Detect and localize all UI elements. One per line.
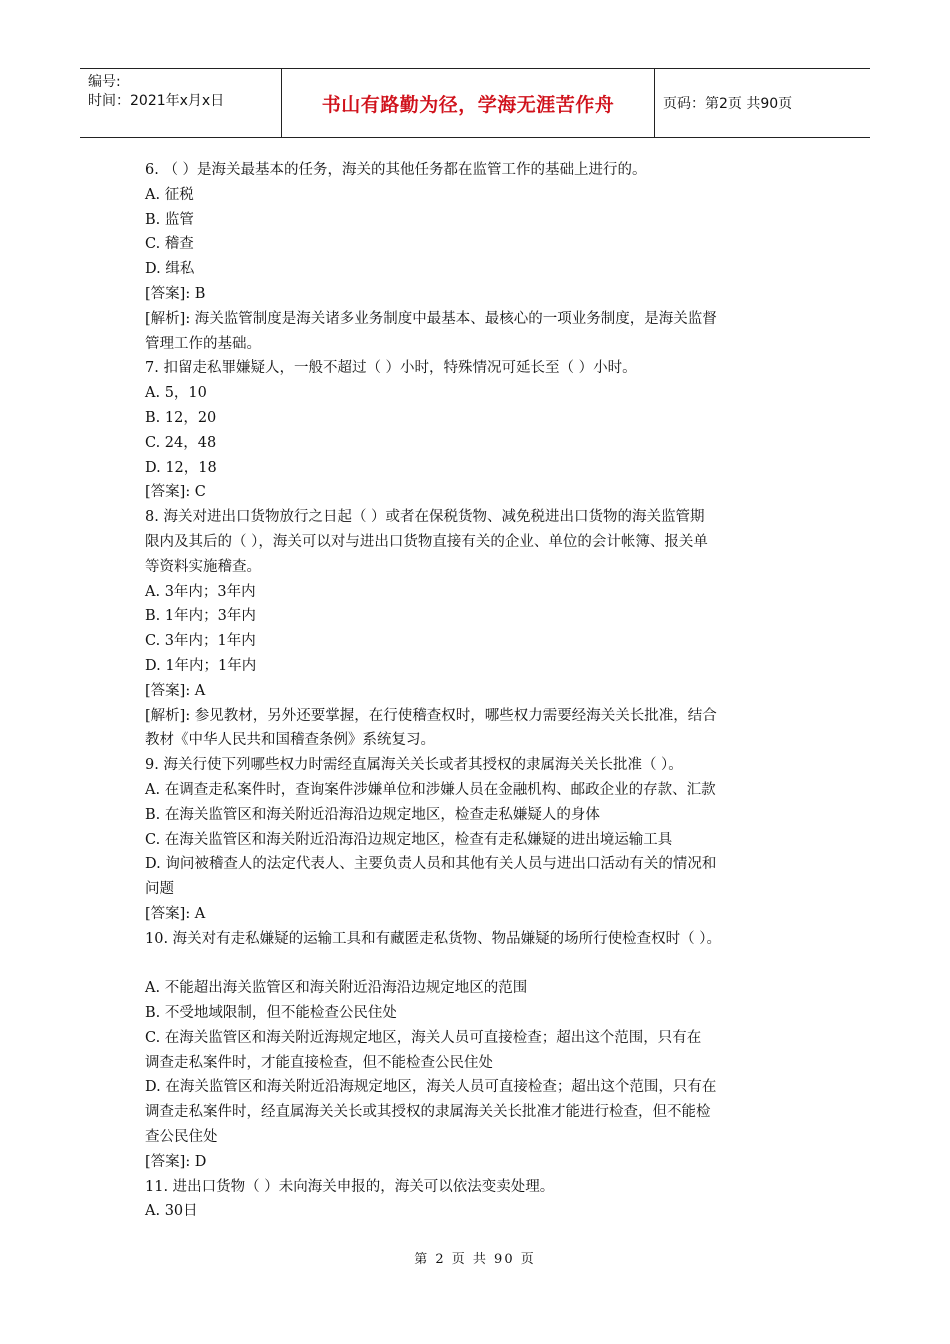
- content-line: A. 在调查走私案件时，查询案件涉嫌单位和涉嫌人员在金融机构、邮政企业的存款、汇款: [145, 781, 716, 798]
- content-line: 管理工作的基础。: [145, 335, 261, 352]
- content-line: 9. 海关行使下列哪些权力时需经直属海关关长或者其授权的隶属海关关长批准（ ）。: [145, 757, 683, 774]
- document-date: 时间：2021年x月x日: [88, 93, 225, 109]
- content-line: [解析]: 海关监管制度是海关诸多业务制度中最基本、最核心的一项业务制度，是海关监督: [145, 310, 717, 327]
- content-line: C. 在海关监管区和海关附近海规定地区，海关人员可直接检查；超出这个范围，只有在: [145, 1029, 702, 1046]
- content-line: D. 在海关监管区和海关附近沿海规定地区，海关人员可直接检查；超出这个范围，只有在: [145, 1079, 717, 1096]
- page-header: [80, 68, 870, 138]
- content-line: A. 30日: [145, 1203, 198, 1220]
- content-line: [答案]: A: [145, 682, 206, 699]
- content-line: [解析]: 参见教材，另外还要掌握，在行使稽查权时，哪些权力需要经海关关长批准，结合: [145, 707, 717, 724]
- content-line: A. 5，10: [145, 385, 207, 402]
- content-line: B. 监管: [145, 211, 194, 228]
- content-line: 问题: [145, 881, 174, 898]
- content-line: D. 询问被稽查人的法定代表人、主要负责人员和其他有关人员与进出口活动有关的情况和: [145, 856, 717, 873]
- content-line: B. 1年内；3年内: [145, 608, 256, 625]
- content-line: 6. （ ）是海关最基本的任务，海关的其他任务都在监管工作的基础上进行的。: [145, 162, 647, 178]
- header-motto: 书山有路勤为径，学海无涯苦作舟: [321, 93, 615, 116]
- content-line: A. 3年内；3年内: [145, 583, 256, 600]
- content-line: 等资料实施稽查。: [145, 558, 261, 575]
- content-line: [答案]: B: [145, 285, 206, 302]
- content-line: C. 在海关监管区和海关附近沿海沿边规定地区，检查有走私嫌疑的进出境运输工具: [145, 831, 673, 848]
- content-line: D. 缉私: [145, 261, 195, 278]
- content-line: D. 12，18: [145, 459, 217, 476]
- document-number-label: 编号:: [88, 74, 121, 90]
- header-page-info: 页码：第2页 共90页: [663, 96, 793, 112]
- content-line: [答案]: D: [145, 1153, 207, 1170]
- content-line: C. 稽查: [145, 236, 194, 253]
- content-line: [145, 952, 815, 977]
- content-line: C. 3年内；1年内: [145, 633, 256, 650]
- content-line: B. 不受地域限制，但不能检查公民住处: [145, 1005, 397, 1022]
- question-content: [145, 158, 815, 1224]
- content-line: D. 1年内；1年内: [145, 657, 257, 674]
- header-meta: [88, 73, 278, 111]
- content-line: [答案]: A: [145, 905, 206, 922]
- content-line: 限内及其后的（ ），海关可以对与进出口货物直接有关的企业、单位的会计帐簿、报关单: [145, 533, 708, 550]
- content-line: 调查走私案件时，经直属海关关长或其授权的隶属海关关长批准才能进行检查，但不能检: [145, 1104, 711, 1121]
- content-line: [答案]: C: [145, 484, 206, 501]
- content-line: 7. 扣留走私罪嫌疑人，一般不超过（ ）小时，特殊情况可延长至（ ）小时。: [145, 360, 637, 377]
- content-line: B. 在海关监管区和海关附近沿海沿边规定地区，检查走私嫌疑人的身体: [145, 806, 600, 823]
- content-line: 调查走私案件时，才能直接检查，但不能检查公民住处: [145, 1054, 493, 1071]
- content-line: 11. 进出口货物（ ）未向海关申报的，海关可以依法变卖处理。: [145, 1178, 555, 1195]
- content-line: A. 不能超出海关监管区和海关附近沿海沿边规定地区的范围: [145, 980, 528, 997]
- content-line: 教材《中华人民共和国稽查条例》系统复习。: [145, 732, 435, 749]
- content-line: 10. 海关对有走私嫌疑的运输工具和有藏匿走私货物、物品嫌疑的场所行使检查权时（ ）。: [145, 930, 722, 947]
- page-footer: 第 2 页 共 90 页: [414, 1252, 536, 1267]
- content-line: B. 12，20: [145, 409, 217, 426]
- content-line: 查公民住处: [145, 1129, 218, 1146]
- content-line: 8. 海关对进出口货物放行之日起（ ）或者在保税货物、减免税进出口货物的海关监管期: [145, 509, 705, 526]
- header-divider: [654, 69, 655, 137]
- content-line: A. 征税: [145, 186, 194, 203]
- content-line: C. 24，48: [145, 434, 217, 451]
